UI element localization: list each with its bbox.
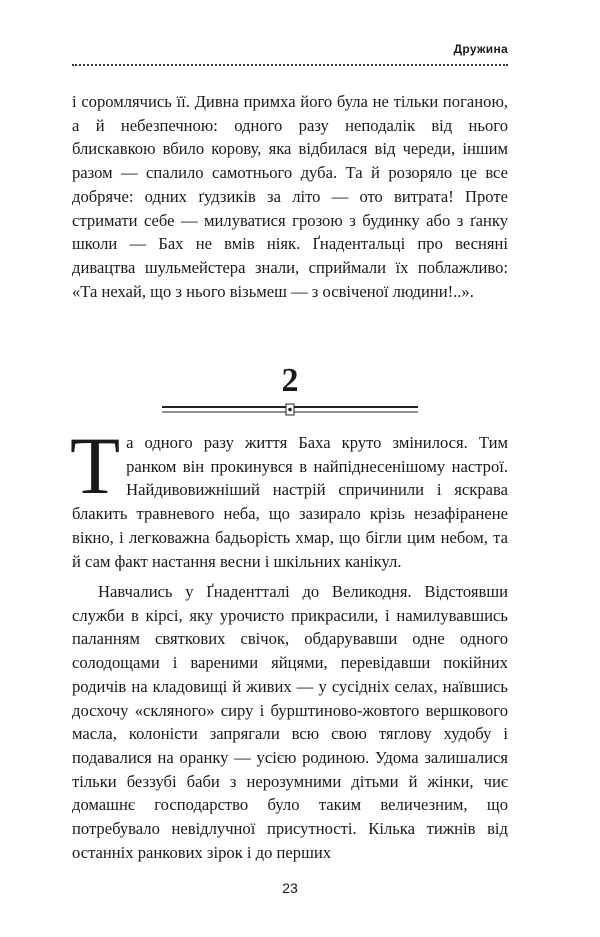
paragraph-body: Навчались у Ґнадентталі до Великодня. Відстоявши служби в кірсі, яку урочисто прикрасили, і намилувавшись паланням святкових свічок, обдарувавши одне одного солодощами і вареними яйцями, перевідавши покійних родичів на кладовищі й живих — у сусідніх селах, наївшись досхочу «скляного» сиру і бурштиново-жовтого вершкового масла, колоністи запрягали всю свою тяглову худобу і подавалися на оранку — усією родиною. Удома залишалися тільки беззубі баби з нерозумними дітьми й жінки, чиє домашнє господарство було таким величезним, що потребувало невідлучної присутності. Кілька тижнів від останніх ранкових зірок і до перших bbox=[72, 582, 508, 862]
chapter-number: 2 bbox=[281, 362, 299, 399]
page-number: 23 bbox=[282, 880, 298, 896]
paragraph-chapter-opening bbox=[70, 420, 508, 573]
drop-cap-letter: Т bbox=[70, 420, 121, 511]
chapter-ornament-rule bbox=[162, 402, 418, 416]
paragraph-chapter-opening-text: а одного разу життя Баха круто змінилося. Тим ранком він прокинувся в найпіднесенішому настрої. Найдивовижніший настрій спричинили і яскрава блакить травневого неба, що зазирало крізь незафіранене вікно, і легковажна бадьорість хмар, що бігли цим небом, та й сам факт настання весни і шкільних канікул. bbox=[72, 433, 508, 571]
paragraph-continuation: і соромлячись її. Дивна примха його була не тільки поганою, а й небезпечною: одного разу неподалік від нього блискавкою вбило корову, яка відбилася від череди, іншим разом — спалило самотнього дуба. Та й розоряло це все добряче: одних ґудзиків за літо — ото витрата! Проте стримати себе — милуватися грозою з будинку або з ґанку школи — Бах не вмів ніяк. Ґнадентальці про весняні дивацтва шульмейстера знали, сприймали їх поблажливо: «Та нехай, що з нього візьмеш — з освіченої людини!..». bbox=[72, 92, 508, 301]
header-dotted-rule bbox=[72, 64, 508, 66]
running-head-title: Дружина bbox=[453, 42, 508, 56]
